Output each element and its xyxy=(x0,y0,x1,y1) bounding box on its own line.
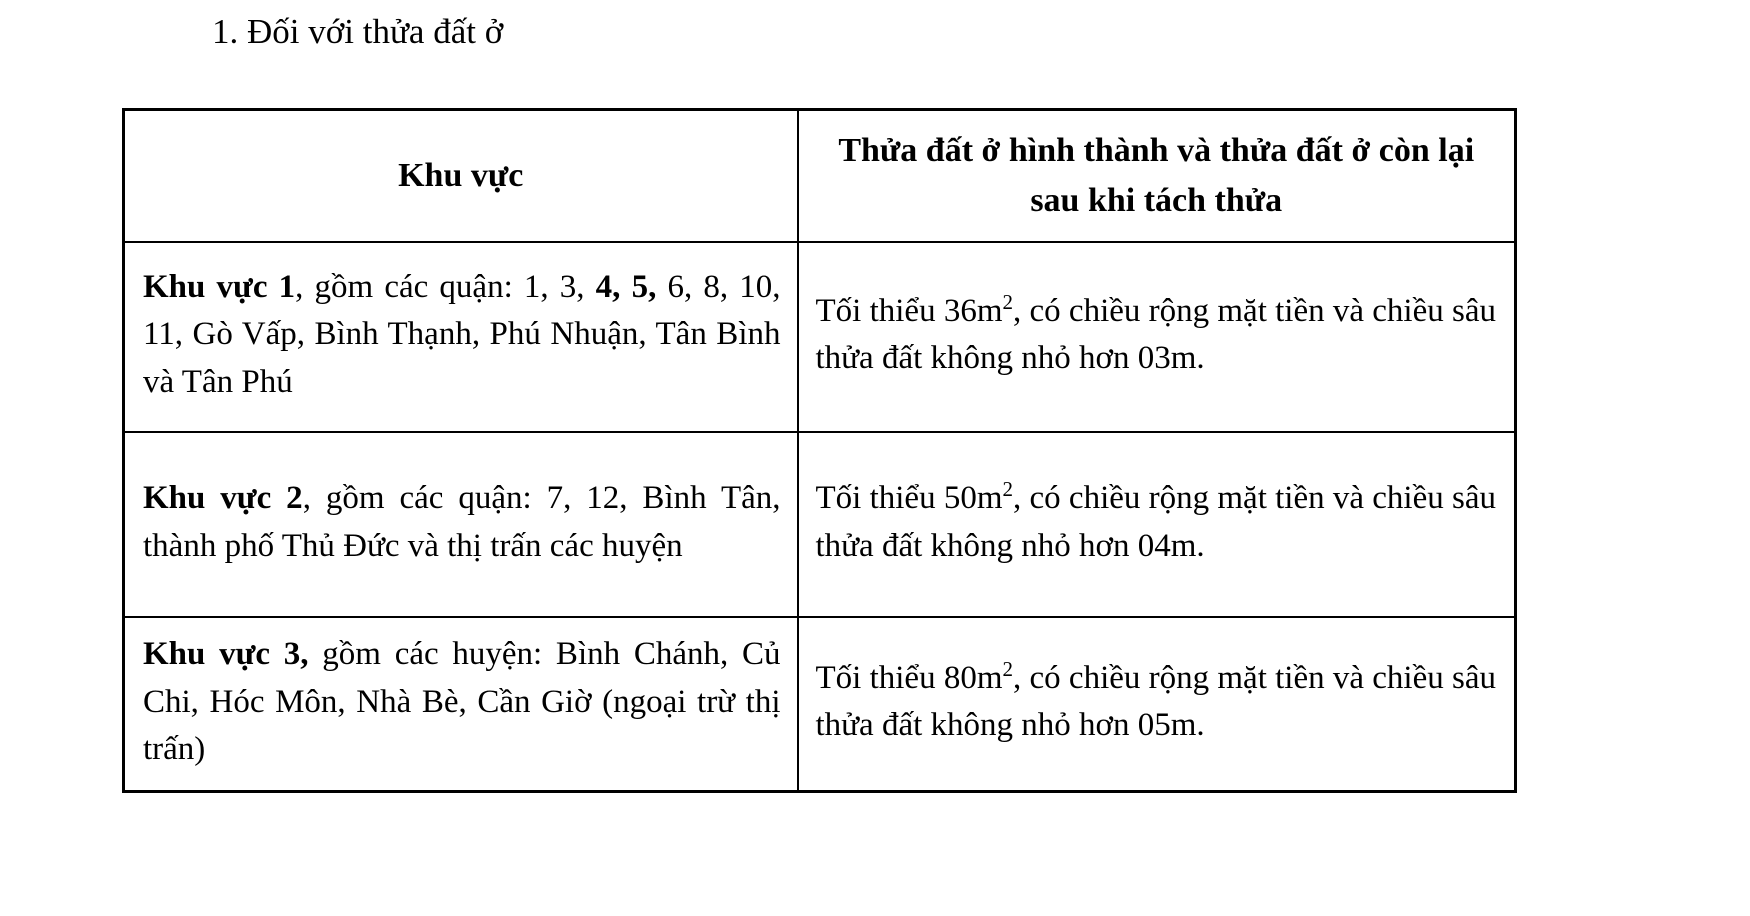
square-superscript: 2 xyxy=(1002,289,1013,314)
section-heading: 1. Đối với thửa đất ở xyxy=(212,12,504,51)
land-plot-table xyxy=(122,108,1517,793)
requirement-text: Tối thiểu 80m xyxy=(815,659,1003,696)
requirement-text-cont: , có chiều rộng mặt tiền và chiều sâu thửa đất không nhỏ hơn 03m. xyxy=(815,292,1496,376)
area-description: gồm các huyện: Bình Chánh, Củ Chi, Hóc Môn, Nhà Bè, Cần Giờ (ngoại trừ thị trấn) xyxy=(143,636,781,767)
area-description-cont: 6, 8, 10, 11, Gò Vấp, Bình Thạnh, Phú Nhuận, Tân Bình và Tân Phú xyxy=(143,268,781,400)
area-description: , gồm các quận: 7, 12, Bình Tân, thành phố Thủ Đức và thị trấn các huyện xyxy=(143,480,781,564)
area-description-bold: 4, 5, xyxy=(595,268,657,305)
header-cell-requirement: Thửa đất ở hình thành và thửa đất ở còn lại sau khi tách thửa xyxy=(798,110,1516,242)
requirement-text-cont: , có chiều rộng mặt tiền và chiều sâu thửa đất không nhỏ hơn 05m. xyxy=(815,659,1496,744)
area-name: Khu vực 3, xyxy=(143,636,309,672)
requirement-cell xyxy=(798,617,1516,792)
area-cell xyxy=(124,242,798,432)
area-name: Khu vực 2 xyxy=(143,480,303,516)
area-name: Khu vực 1 xyxy=(143,268,296,305)
requirement-cell xyxy=(798,242,1516,432)
table-row xyxy=(124,242,1516,432)
requirement-cell xyxy=(798,432,1516,617)
requirement-text-cont: , có chiều rộng mặt tiền và chiều sâu thửa đất không nhỏ hơn 04m. xyxy=(815,480,1496,564)
header-cell-area: Khu vực xyxy=(124,110,798,242)
area-description: , gồm các quận: 1, 3, xyxy=(295,268,596,305)
table-header-row xyxy=(124,110,1516,242)
area-cell xyxy=(124,432,798,617)
table-row xyxy=(124,432,1516,617)
area-cell xyxy=(124,617,798,792)
requirement-text: Tối thiểu 36m xyxy=(815,292,1003,329)
square-superscript: 2 xyxy=(1002,477,1013,501)
requirement-text: Tối thiểu 50m xyxy=(815,480,1003,516)
square-superscript: 2 xyxy=(1002,656,1013,681)
table-row xyxy=(124,617,1516,792)
